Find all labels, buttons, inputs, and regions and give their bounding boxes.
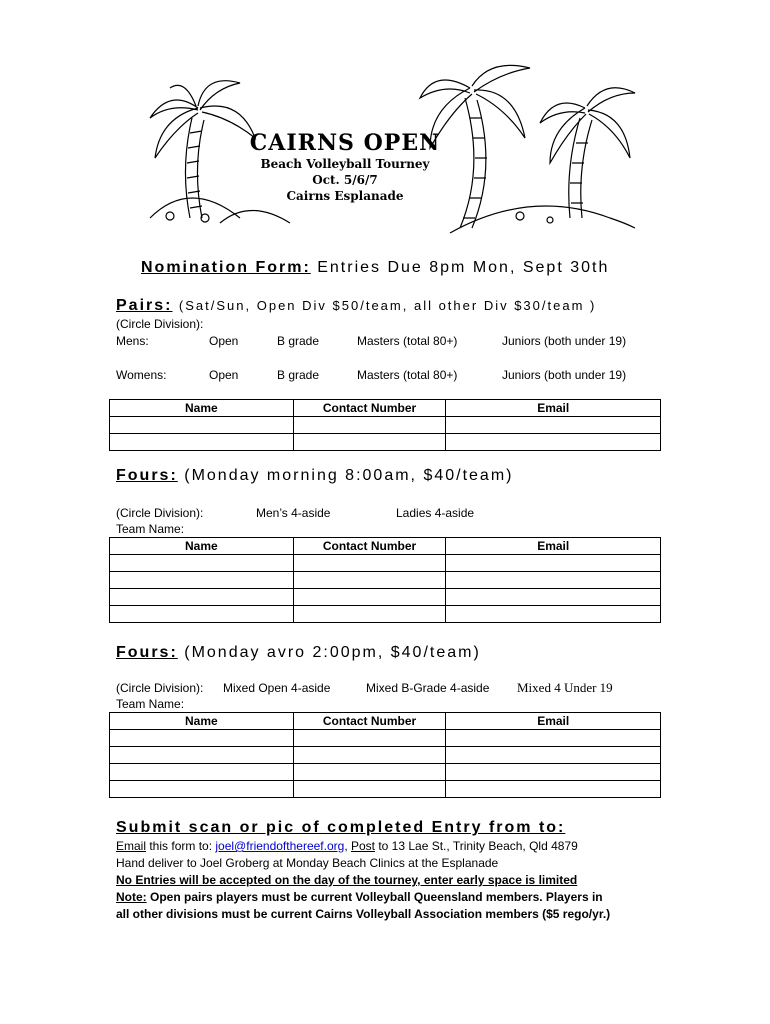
email-cell[interactable]	[446, 589, 661, 606]
nomination-label: Nomination Form:	[141, 259, 311, 276]
pairs-circle-division: (Circle Division):	[116, 317, 204, 331]
post-address-text: to 13 Lae St., Trinity Beach, Qld 4879	[375, 839, 578, 853]
contact-cell[interactable]	[293, 417, 446, 434]
fours-afternoon-circle-division: (Circle Division):	[116, 681, 204, 695]
email-column-header: Email	[446, 400, 661, 417]
mens-option-bgrade[interactable]: B grade	[277, 334, 320, 348]
table-row	[110, 764, 661, 781]
note-line-1	[116, 890, 603, 904]
contact-cell[interactable]	[293, 555, 446, 572]
fours-morning-heading	[116, 467, 513, 485]
fours-morning-option-mens[interactable]: Men’s 4-aside	[256, 506, 331, 520]
fours-morning-option-ladies[interactable]: Ladies 4-aside	[396, 506, 475, 520]
email-cell[interactable]	[446, 747, 661, 764]
name-cell[interactable]	[110, 730, 294, 747]
pairs-heading	[116, 297, 596, 315]
contact-cell[interactable]	[293, 781, 446, 798]
name-cell[interactable]	[110, 589, 294, 606]
fours-afternoon-label: Fours:	[116, 644, 178, 661]
contact-cell[interactable]	[293, 572, 446, 589]
email-address-link[interactable]: joel@friendofthereef.org	[215, 839, 345, 853]
email-cell[interactable]	[446, 572, 661, 589]
fours-afternoon-entry-table	[109, 712, 661, 798]
table-row	[110, 572, 661, 589]
fours-morning-entry-table	[109, 537, 661, 623]
fours-afternoon-option-mixed-bgrade[interactable]: Mixed B-Grade 4-aside	[366, 681, 490, 695]
contact-cell[interactable]	[293, 434, 446, 451]
womens-option-juniors[interactable]: Juniors (both under 19)	[502, 368, 627, 382]
name-cell[interactable]	[110, 606, 294, 623]
contact-cell[interactable]	[293, 589, 446, 606]
fours-afternoon-heading	[116, 644, 481, 662]
name-cell[interactable]	[110, 747, 294, 764]
contact-cell[interactable]	[293, 764, 446, 781]
email-cell[interactable]	[446, 555, 661, 572]
event-dates: Oct. 5/6/7	[312, 173, 378, 187]
fours-afternoon-team-name: Team Name:	[116, 697, 185, 711]
name-cell[interactable]	[110, 764, 294, 781]
mens-option-open[interactable]: Open	[209, 334, 239, 348]
name-cell[interactable]	[110, 781, 294, 798]
contact-cell[interactable]	[293, 747, 446, 764]
fours-afternoon-option-mixed-open[interactable]: Mixed Open 4-aside	[223, 681, 331, 695]
name-cell[interactable]	[110, 572, 294, 589]
mens-label: Mens:	[116, 334, 149, 348]
table-header-row	[110, 713, 661, 730]
email-cell[interactable]	[446, 781, 661, 798]
table-row	[110, 434, 661, 451]
womens-label: Womens:	[116, 368, 167, 382]
table-header-row	[110, 400, 661, 417]
submit-heading-text: Submit scan or pic of completed Entry from to:	[116, 819, 566, 836]
email-cell[interactable]	[446, 764, 661, 781]
email-word: Email	[116, 839, 147, 853]
email-instructions	[116, 839, 578, 853]
table-row	[110, 781, 661, 798]
comma-text: ,	[344, 839, 351, 853]
name-cell[interactable]	[110, 555, 294, 572]
event-venue: Cairns Esplanade	[286, 189, 404, 203]
post-word: Post	[350, 839, 375, 853]
contact-column-header: Contact Number	[293, 538, 446, 555]
fours-morning-label: Fours:	[116, 467, 178, 484]
name-column-header: Name	[110, 538, 294, 555]
table-row	[110, 417, 661, 434]
no-entries-warning: No Entries will be accepted on the day of the tourney, enter early space is limited	[116, 873, 578, 887]
fours-afternoon-detail: (Monday avro 2:00pm, $40/team)	[184, 644, 481, 661]
contact-column-header: Contact Number	[293, 400, 446, 417]
event-title-block	[240, 130, 450, 204]
name-cell[interactable]	[110, 417, 294, 434]
fours-morning-detail: (Monday morning 8:00am, $40/team)	[184, 467, 514, 484]
contact-cell[interactable]	[293, 730, 446, 747]
name-column-header: Name	[110, 400, 294, 417]
note-line-1-text: Open pairs players must be current Volleyball Queensland members. Players in	[146, 890, 603, 904]
mens-option-masters[interactable]: Masters (total 80+)	[357, 334, 458, 348]
pairs-entry-table	[109, 399, 661, 451]
nomination-text: Entries Due 8pm Mon, Sept 30th	[317, 259, 610, 276]
table-row	[110, 730, 661, 747]
email-column-header: Email	[446, 538, 661, 555]
event-title: CAIRNS OPEN	[249, 130, 441, 156]
event-subtitle: Beach Volleyball Tourney	[260, 157, 430, 171]
nomination-heading	[141, 259, 609, 277]
fours-morning-circle-division: (Circle Division):	[116, 506, 204, 520]
table-header-row	[110, 538, 661, 555]
fours-afternoon-option-mixed-u19[interactable]: Mixed 4 Under 19	[517, 680, 613, 695]
pairs-label: Pairs:	[116, 297, 173, 314]
table-row	[110, 555, 661, 572]
womens-option-bgrade[interactable]: B grade	[277, 368, 320, 382]
table-row	[110, 747, 661, 764]
email-pre-text: this form to:	[146, 839, 216, 853]
womens-option-open[interactable]: Open	[209, 368, 239, 382]
table-row	[110, 589, 661, 606]
note-line-2: all other divisions must be current Cairns Volleyball Association members ($5 rego/yr.)	[116, 907, 611, 921]
email-cell[interactable]	[446, 606, 661, 623]
email-column-header: Email	[446, 713, 661, 730]
mens-option-juniors[interactable]: Juniors (both under 19)	[502, 334, 627, 348]
name-column-header: Name	[110, 713, 294, 730]
pairs-detail: (Sat/Sun, Open Div $50/team, all other Div $30/team )	[178, 298, 597, 313]
submit-heading	[116, 819, 565, 837]
contact-cell[interactable]	[293, 606, 446, 623]
email-cell[interactable]	[446, 434, 661, 451]
email-cell[interactable]	[446, 730, 661, 747]
note-label: Note:	[116, 890, 147, 904]
email-cell[interactable]	[446, 417, 661, 434]
womens-option-masters[interactable]: Masters (total 80+)	[357, 368, 458, 382]
fours-morning-team-name: Team Name:	[116, 522, 185, 536]
contact-column-header: Contact Number	[293, 713, 446, 730]
name-cell[interactable]	[110, 434, 294, 451]
hand-deliver-text: Hand deliver to Joel Groberg at Monday Beach Clinics at the Esplanade	[116, 856, 499, 870]
table-row	[110, 606, 661, 623]
